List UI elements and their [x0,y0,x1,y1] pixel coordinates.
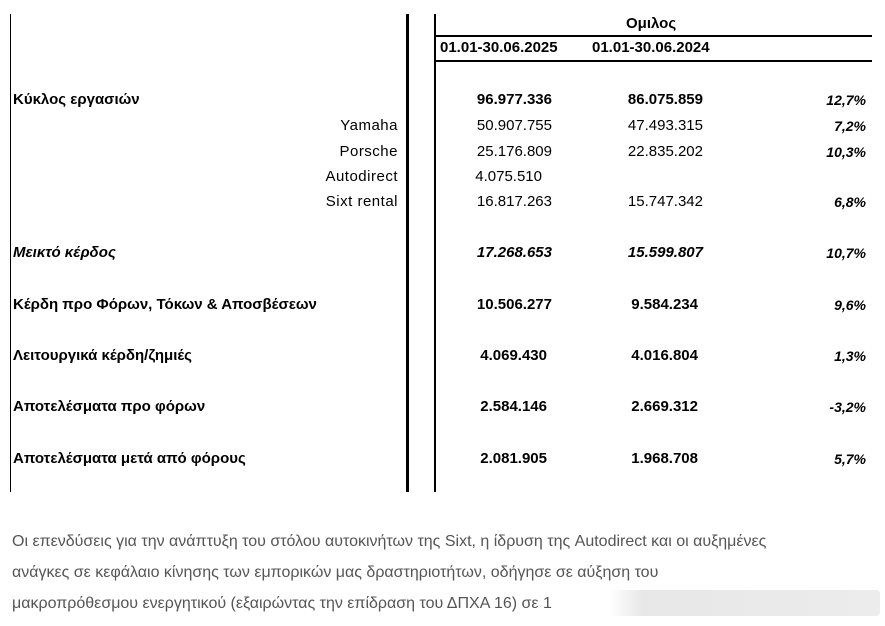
table-header-rule-top [436,35,872,37]
sixt-2024: 15.747.342 [627,193,703,210]
revenue-2024: 86.075.859 [627,91,703,108]
gross-profit-change: 10,7% [826,245,866,261]
row-label-autodirect: Autodirect [325,168,398,185]
row-label-ebitda: Κέρδη προ Φόρων, Τόκων & Αποσβέσεων [13,296,317,313]
ebitda-2024: 9.584.234 [631,296,698,313]
paragraph-line-1: Οι επενδύσεις για την ανάπτυξη του στόλου αυτοκινήτων της Sixt, η ίδρυση της Autodirect και οι αυξημένες [12,533,767,550]
after-tax-2024: 1.968.708 [631,450,698,467]
after-tax-2025: 2.081.905 [480,450,547,467]
ebitda-2025: 10.506.277 [476,296,552,313]
period-2025: 01.01-30.06.2025 [440,39,558,56]
row-label-sixt: Sixt rental [325,193,398,210]
row-label-operating-profit: Λειτουργικά κέρδη/ζημιές [13,347,192,364]
operating-profit-2024: 4.016.804 [631,347,698,364]
watermark-overlay [610,590,880,616]
porsche-2025: 25.176.809 [476,143,552,160]
yamaha-change: 7,2% [834,118,866,134]
revenue-change: 12,7% [826,92,866,108]
row-label-porsche: Porsche [339,143,398,160]
pre-tax-change: -3,2% [829,399,866,415]
ebitda-change: 9,6% [834,297,866,313]
period-2024: 01.01-30.06.2024 [592,39,710,56]
operating-profit-change: 1,3% [834,348,866,364]
row-label-gross-profit: Μεικτό κέρδος [13,244,116,261]
table-divider-left [10,14,11,492]
paragraph-line-3: μακροπρόθεσμου ενεργητικού (εξαιρώντας την επίδραση του ΔΠΧΑ 16) σε 1 [12,595,552,612]
porsche-2024: 22.835.202 [627,143,703,160]
paragraph-line-2: ανάγκες σε κεφάλαιο κίνησης των εμπορικών μας δραστηριοτήτων, οδήγησε σε αύξηση του [12,564,659,581]
gross-profit-2025: 17.268.653 [476,244,552,261]
porsche-change: 10,3% [826,144,866,160]
after-tax-change: 5,7% [834,451,866,467]
table-header-rule-bottom [436,60,872,62]
group-header: Ομιλος [626,15,677,32]
operating-profit-2025: 4.069.430 [480,347,547,364]
row-label-after-tax: Αποτελέσματα μετά από φόρους [13,450,246,467]
yamaha-2025: 50.907.755 [476,117,552,134]
row-label-revenue: Κύκλος εργασιών [13,91,140,108]
pre-tax-2025: 2.584.146 [480,398,547,415]
sixt-2025: 16.817.263 [476,193,552,210]
revenue-2025: 96.977.336 [476,91,552,108]
row-label-yamaha: Yamaha [340,117,398,134]
sixt-change: 6,8% [834,194,866,210]
pre-tax-2024: 2.669.312 [631,398,698,415]
gross-profit-2024: 15.599.807 [627,244,703,261]
row-label-pre-tax: Αποτελέσματα προ φόρων [13,398,206,415]
autodirect-2025: 4.075.510 [475,168,542,185]
yamaha-2024: 47.493.315 [627,117,703,134]
